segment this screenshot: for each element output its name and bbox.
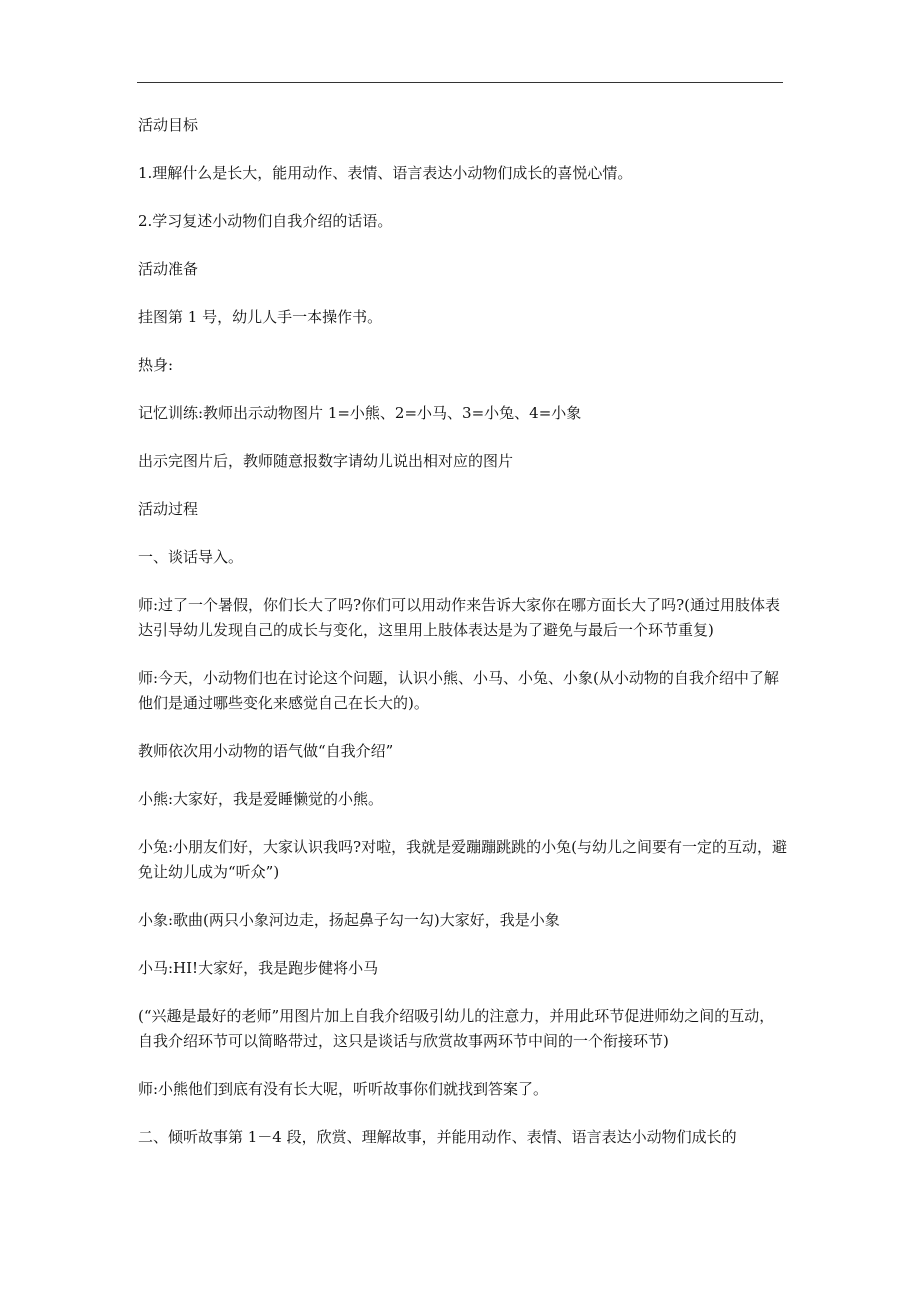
interest-note: (“兴趣是最好的老师”用图片加上自我介绍吸引幼儿的注意力，并用此环节促进师幼之间的互动，自我介绍环节可以简略带过，这只是谈话与欣赏故事两环节中间的一个衔接环节) bbox=[138, 1007, 775, 1050]
section-1-title: 一、谈话导入。 bbox=[138, 548, 244, 566]
self-intro-lead: 教师依次用小动物的语气做“自我介绍” bbox=[138, 742, 394, 760]
teacher-question-paragraph: 师:过了一个暑假，你们长大了吗?你们可以用动作来告诉大家你在哪方面长大了吗?(通过用肢体表达引导幼儿发现自己的成长与变化，这里用上肢体表达是为了避免与最后一个环节重复) bbox=[138, 596, 780, 639]
horse-intro: 小马:HI!大家好，我是跑步健将小马 bbox=[138, 959, 379, 977]
warmup-label: 热身: bbox=[138, 356, 174, 374]
elephant-intro: 小象:歌曲(两只小象河边走，扬起鼻子勾一勾)大家好，我是小象 bbox=[138, 911, 560, 929]
rabbit-intro: 小兔:小朋友们好，大家认识我吗?对啦，我就是爱蹦蹦跳跳的小兔(与幼儿之间要有一定的互动，避免让幼儿成为“听众”) bbox=[138, 838, 787, 881]
preparation-text: 挂图第 1 号，幼儿人手一本操作书。 bbox=[138, 308, 383, 326]
heading-activity-process: 活动过程 bbox=[138, 500, 199, 518]
document-body bbox=[138, 113, 788, 1173]
header-rule bbox=[137, 82, 783, 83]
bear-intro: 小熊:大家好，我是爱睡懒觉的小熊。 bbox=[138, 790, 384, 808]
memory-training-followup: 出示完图片后，教师随意报数字请幼儿说出相对应的图片 bbox=[138, 452, 514, 470]
heading-activity-goals: 活动目标 bbox=[138, 116, 199, 134]
section-2-title: 二、倾听故事第 1－4 段，欣赏、理解故事，并能用动作、表情、语言表达小动物们成长的 bbox=[138, 1128, 737, 1146]
memory-training-text: 记忆训练:教师出示动物图片 1=小熊、2=小马、3=小兔、4=小象 bbox=[138, 404, 582, 422]
teacher-intro-paragraph: 师:今天，小动物们也在讨论这个问题，认识小熊、小马、小兔、小象(从小动物的自我介绍中了解他们是通过哪些变化来感觉自己在长大的)。 bbox=[138, 669, 779, 712]
teacher-transition: 师:小熊他们到底有没有长大呢，听听故事你们就找到答案了。 bbox=[138, 1080, 549, 1098]
goal-item-2: 2.学习复述小动物们自我介绍的话语。 bbox=[138, 212, 393, 230]
heading-activity-preparation: 活动准备 bbox=[138, 260, 199, 278]
goal-item-1: 1.理解什么是长大，能用动作、表情、语言表达小动物们成长的喜悦心情。 bbox=[138, 164, 633, 182]
